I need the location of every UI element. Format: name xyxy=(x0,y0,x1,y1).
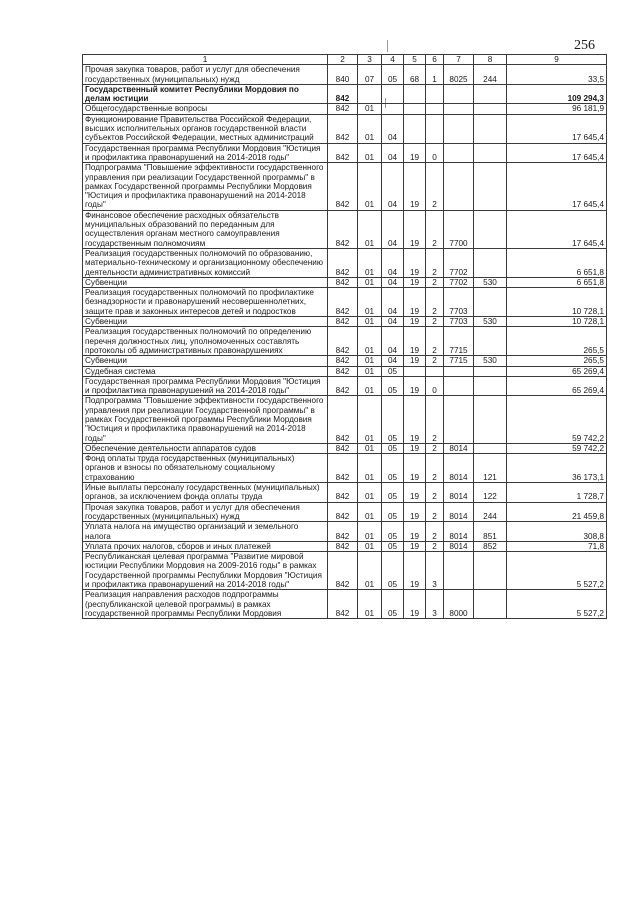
item-code-cell xyxy=(444,114,474,143)
subprogram-code-cell: 2 xyxy=(426,483,444,503)
scan-mark xyxy=(387,40,388,52)
subsection-code-cell: 04 xyxy=(382,248,404,277)
amount-cell: 17 645,4 xyxy=(507,114,607,143)
program-code-cell: 19 xyxy=(404,356,426,366)
row-name-cell: Фонд оплаты труда государственных (муниципальных) органов и взносы по обязательному социальному страхованию xyxy=(83,454,328,483)
table-row xyxy=(83,366,607,376)
item-code-cell: 8014 xyxy=(444,483,474,503)
chapter-code-cell: 01 xyxy=(358,502,382,522)
subsection-code-cell: 05 xyxy=(382,454,404,483)
table-row xyxy=(83,248,607,277)
row-name-cell: Уплата налога на имущество организаций и земельного налога xyxy=(83,522,328,542)
program-code-cell: 68 xyxy=(404,65,426,85)
program-code-cell: 19 xyxy=(404,163,426,210)
expense-type-cell xyxy=(474,396,507,443)
item-code-cell: 7715 xyxy=(444,356,474,366)
expense-type-cell: 530 xyxy=(474,277,507,287)
row-name-cell: Уплата прочих налогов, сборов и иных платежей xyxy=(83,541,328,551)
program-code-cell: 19 xyxy=(404,396,426,443)
row-name-cell: Прочая закупка товаров, работ и услуг для обеспечения государственных (муниципальных) нужд xyxy=(83,65,328,85)
chapter-code-cell: 01 xyxy=(358,366,382,376)
item-code-cell xyxy=(444,143,474,163)
program-code-cell: 19 xyxy=(404,443,426,453)
subsection-code-cell: 04 xyxy=(382,114,404,143)
section-code-cell: 842 xyxy=(328,84,358,104)
row-name-cell: Иные выплаты персоналу государственных (муниципальных) органов, за исключением фонда оплаты труда xyxy=(83,483,328,503)
section-code-cell: 842 xyxy=(328,552,358,590)
row-name-cell: Государственная программа Республики Мордовия "Юстиция и профилактика правонарушений на 2014-2018 годы" xyxy=(83,143,328,163)
chapter-code-cell: 01 xyxy=(358,552,382,590)
program-code-cell: 19 xyxy=(404,327,426,356)
expense-type-cell: 851 xyxy=(474,522,507,542)
table-row xyxy=(83,502,607,522)
table-row xyxy=(83,522,607,542)
table-row xyxy=(83,104,607,114)
chapter-code-cell: 01 xyxy=(358,483,382,503)
program-code-cell: 19 xyxy=(404,502,426,522)
expense-type-cell: 121 xyxy=(474,454,507,483)
subsection-code-cell: 05 xyxy=(382,483,404,503)
section-code-cell: 842 xyxy=(328,143,358,163)
subsection-code-cell: 04 xyxy=(382,327,404,356)
program-code-cell: 19 xyxy=(404,541,426,551)
item-code-cell: 7715 xyxy=(444,327,474,356)
program-code-cell: 19 xyxy=(404,483,426,503)
item-code-cell xyxy=(444,396,474,443)
program-code-cell: 19 xyxy=(404,552,426,590)
item-code-cell: 8014 xyxy=(444,541,474,551)
table-row xyxy=(83,277,607,287)
chapter-code-cell: 01 xyxy=(358,454,382,483)
program-code-cell xyxy=(404,114,426,143)
subprogram-code-cell: 2 xyxy=(426,277,444,287)
expense-type-cell xyxy=(474,590,507,619)
amount-cell: 6 651,8 xyxy=(507,248,607,277)
subsection-code-cell: 04 xyxy=(382,317,404,327)
expense-type-cell xyxy=(474,143,507,163)
amount-cell: 65 269,4 xyxy=(507,366,607,376)
row-name-cell: Судебная система xyxy=(83,366,328,376)
program-code-cell: 19 xyxy=(404,277,426,287)
item-code-cell: 7703 xyxy=(444,288,474,317)
expense-type-cell xyxy=(474,248,507,277)
section-code-cell: 842 xyxy=(328,327,358,356)
expense-type-cell xyxy=(474,443,507,453)
row-name-cell: Подпрограмма "Повышение эффективности государственного управления при реализации Государственной программы" в рамках Государственной программы Республики Мордовия "Юстиция и профилактика правонарушений на 2014-2018 годы" xyxy=(83,396,328,443)
program-code-cell xyxy=(404,104,426,114)
expense-type-cell xyxy=(474,163,507,210)
section-code-cell: 840 xyxy=(328,65,358,85)
item-code-cell xyxy=(444,552,474,590)
subprogram-code-cell: 2 xyxy=(426,454,444,483)
amount-cell: 5 527,2 xyxy=(507,552,607,590)
table-body xyxy=(83,65,607,619)
item-code-cell: 7700 xyxy=(444,210,474,248)
amount-cell: 96 181,9 xyxy=(507,104,607,114)
item-code-cell: 8025 xyxy=(444,65,474,85)
section-code-cell: 842 xyxy=(328,541,358,551)
subsection-code-cell xyxy=(382,104,404,114)
section-code-cell: 842 xyxy=(328,522,358,542)
expense-type-cell xyxy=(474,114,507,143)
row-name-cell: Реализация государственных полномочий по определению перечня должностных лиц, уполномоченных составлять протоколы об административных правонарушениях xyxy=(83,327,328,356)
expense-type-cell xyxy=(474,104,507,114)
subprogram-code-cell: 2 xyxy=(426,522,444,542)
amount-cell: 17 645,4 xyxy=(507,143,607,163)
row-name-cell: Реализация государственных полномочий по профилактике безнадзорности и правонарушений несовершеннолетних, защите прав и законных интересов детей и подростков xyxy=(83,288,328,317)
expense-type-cell xyxy=(474,210,507,248)
item-code-cell: 7702 xyxy=(444,277,474,287)
subprogram-code-cell xyxy=(426,84,444,104)
chapter-code-cell: 01 xyxy=(358,104,382,114)
row-name-cell: Подпрограмма "Повышение эффективности государственного управления при реализации Государственной программы" в рамках Государственной программы Республики Мордовия "Юстиция и профилактика правонарушений на 2014-2018 годы" xyxy=(83,163,328,210)
table-row xyxy=(83,210,607,248)
row-name-cell: Субвенции xyxy=(83,317,328,327)
column-header: 6 xyxy=(426,55,444,65)
subprogram-code-cell: 1 xyxy=(426,65,444,85)
amount-cell: 36 173,1 xyxy=(507,454,607,483)
subsection-code-cell: 05 xyxy=(382,443,404,453)
table-row xyxy=(83,443,607,453)
table-row xyxy=(83,454,607,483)
item-code-cell xyxy=(444,376,474,396)
item-code-cell: 8000 xyxy=(444,590,474,619)
row-name-cell: Общегосударственные вопросы xyxy=(83,104,328,114)
column-header: 2 xyxy=(328,55,358,65)
chapter-code-cell: 01 xyxy=(358,376,382,396)
expense-type-cell: 244 xyxy=(474,502,507,522)
row-name-cell: Субвенции xyxy=(83,356,328,366)
row-name-cell: Республиканская целевая программа "Развитие мировой юстиции Республики Мордовия на 2009-2016 годы" в рамках Государственной программы Республики Мордовия "Юстиция и профилактика правонарушений на 2014-2018 годы" xyxy=(83,552,328,590)
subsection-code-cell: 04 xyxy=(382,210,404,248)
item-code-cell xyxy=(444,104,474,114)
row-name-cell: Обеспечение деятельности аппаратов судов xyxy=(83,443,328,453)
section-code-cell: 842 xyxy=(328,366,358,376)
subsection-code-cell: 05 xyxy=(382,552,404,590)
subsection-code-cell: 05 xyxy=(382,502,404,522)
amount-cell: 10 728,1 xyxy=(507,288,607,317)
program-code-cell xyxy=(404,84,426,104)
subsection-code-cell: 04 xyxy=(382,288,404,317)
subprogram-code-cell: 2 xyxy=(426,502,444,522)
chapter-code-cell: 01 xyxy=(358,143,382,163)
program-code-cell: 19 xyxy=(404,454,426,483)
amount-cell: 21 459,8 xyxy=(507,502,607,522)
subprogram-code-cell xyxy=(426,114,444,143)
chapter-code-cell: 01 xyxy=(358,248,382,277)
row-name-cell: Реализация направления расходов подпрограммы (республиканской целевой программы) в рамках государственной программы Республики Мордовия xyxy=(83,590,328,619)
table-row xyxy=(83,590,607,619)
section-code-cell: 842 xyxy=(328,454,358,483)
table-row xyxy=(83,114,607,143)
item-code-cell: 8014 xyxy=(444,502,474,522)
section-code-cell: 842 xyxy=(328,590,358,619)
column-header: 5 xyxy=(404,55,426,65)
page-number: 256 xyxy=(574,38,595,53)
amount-cell: 33,5 xyxy=(507,65,607,85)
chapter-code-cell: 07 xyxy=(358,65,382,85)
section-code-cell: 842 xyxy=(328,104,358,114)
section-code-cell: 842 xyxy=(328,443,358,453)
table-row xyxy=(83,356,607,366)
row-name-cell: Субвенции xyxy=(83,277,328,287)
row-name-cell: Реализация государственных полномочий по образованию, материально-техническому и организационному обеспечению деятельности административных комиссий xyxy=(83,248,328,277)
program-code-cell: 19 xyxy=(404,143,426,163)
program-code-cell: 19 xyxy=(404,522,426,542)
subsection-code-cell: 04 xyxy=(382,143,404,163)
subprogram-code-cell xyxy=(426,104,444,114)
item-code-cell: 8014 xyxy=(444,443,474,453)
subsection-code-cell: 04 xyxy=(382,277,404,287)
section-code-cell: 842 xyxy=(328,317,358,327)
amount-cell: 1 728,7 xyxy=(507,483,607,503)
program-code-cell: 19 xyxy=(404,248,426,277)
table-row xyxy=(83,541,607,551)
table-row xyxy=(83,376,607,396)
chapter-code-cell: 01 xyxy=(358,317,382,327)
section-code-cell: 842 xyxy=(328,210,358,248)
subprogram-code-cell: 2 xyxy=(426,248,444,277)
item-code-cell: 7703 xyxy=(444,317,474,327)
subsection-code-cell: 05 xyxy=(382,366,404,376)
subsection-code-cell: 05 xyxy=(382,396,404,443)
row-name-cell: Государственный комитет Республики Мордовия по делам юстиции xyxy=(83,84,328,104)
subprogram-code-cell: 0 xyxy=(426,143,444,163)
table-row xyxy=(83,288,607,317)
expense-type-cell: 244 xyxy=(474,65,507,85)
chapter-code-cell: 01 xyxy=(358,590,382,619)
program-code-cell: 19 xyxy=(404,590,426,619)
subprogram-code-cell: 2 xyxy=(426,327,444,356)
program-code-cell xyxy=(404,366,426,376)
program-code-cell: 19 xyxy=(404,288,426,317)
table-row xyxy=(83,327,607,356)
section-code-cell: 842 xyxy=(328,376,358,396)
item-code-cell: 7702 xyxy=(444,248,474,277)
chapter-code-cell xyxy=(358,84,382,104)
item-code-cell: 8014 xyxy=(444,454,474,483)
subprogram-code-cell: 3 xyxy=(426,590,444,619)
amount-cell: 71,8 xyxy=(507,541,607,551)
subsection-code-cell: 05 xyxy=(382,590,404,619)
section-code-cell: 842 xyxy=(328,356,358,366)
amount-cell: 265,5 xyxy=(507,327,607,356)
subsection-code-cell xyxy=(382,84,404,104)
subprogram-code-cell: 2 xyxy=(426,210,444,248)
chapter-code-cell: 01 xyxy=(358,210,382,248)
expense-type-cell: 852 xyxy=(474,541,507,551)
subprogram-code-cell: 2 xyxy=(426,317,444,327)
subprogram-code-cell: 0 xyxy=(426,376,444,396)
table-row xyxy=(83,65,607,85)
table-row xyxy=(83,143,607,163)
section-code-cell: 842 xyxy=(328,502,358,522)
amount-cell: 109 294,3 xyxy=(507,84,607,104)
subsection-code-cell: 05 xyxy=(382,65,404,85)
amount-cell: 59 742,2 xyxy=(507,443,607,453)
row-name-cell: Финансовое обеспечение расходных обязательств муниципальных образований по переданным для осуществления органам местного самоуправления государственным полномочиям xyxy=(83,210,328,248)
section-code-cell: 842 xyxy=(328,288,358,317)
section-code-cell: 842 xyxy=(328,396,358,443)
subprogram-code-cell: 2 xyxy=(426,541,444,551)
column-header: 3 xyxy=(358,55,382,65)
chapter-code-cell: 01 xyxy=(358,288,382,317)
chapter-code-cell: 01 xyxy=(358,522,382,542)
section-code-cell: 842 xyxy=(328,114,358,143)
row-name-cell: Функционирование Правительства Российской Федерации, высших исполнительных органов государственной власти субъектов Российской Федерации, местных администраций xyxy=(83,114,328,143)
expense-type-cell xyxy=(474,366,507,376)
subsection-code-cell: 04 xyxy=(382,163,404,210)
amount-cell: 5 527,2 xyxy=(507,590,607,619)
subprogram-code-cell: 2 xyxy=(426,163,444,210)
expense-type-cell xyxy=(474,552,507,590)
program-code-cell: 19 xyxy=(404,317,426,327)
table-row xyxy=(83,483,607,503)
amount-cell: 59 742,2 xyxy=(507,396,607,443)
table-header-row xyxy=(83,55,607,65)
amount-cell: 17 645,4 xyxy=(507,163,607,210)
section-code-cell: 842 xyxy=(328,248,358,277)
chapter-code-cell: 01 xyxy=(358,163,382,210)
item-code-cell: 8014 xyxy=(444,522,474,542)
column-header: 1 xyxy=(83,55,328,65)
budget-table xyxy=(82,54,607,619)
amount-cell: 17 645,4 xyxy=(507,210,607,248)
subsection-code-cell: 05 xyxy=(382,376,404,396)
subprogram-code-cell: 2 xyxy=(426,443,444,453)
subprogram-code-cell xyxy=(426,366,444,376)
chapter-code-cell: 01 xyxy=(358,114,382,143)
expense-type-cell xyxy=(474,84,507,104)
program-code-cell: 19 xyxy=(404,210,426,248)
section-code-cell: 842 xyxy=(328,277,358,287)
section-code-cell: 842 xyxy=(328,483,358,503)
chapter-code-cell: 01 xyxy=(358,277,382,287)
section-code-cell: 842 xyxy=(328,163,358,210)
column-header: 9 xyxy=(507,55,607,65)
subprogram-code-cell: 3 xyxy=(426,552,444,590)
subprogram-code-cell: 2 xyxy=(426,396,444,443)
column-header: 7 xyxy=(444,55,474,65)
chapter-code-cell: 01 xyxy=(358,356,382,366)
chapter-code-cell: 01 xyxy=(358,443,382,453)
table-row xyxy=(83,163,607,210)
expense-type-cell xyxy=(474,376,507,396)
amount-cell: 65 269,4 xyxy=(507,376,607,396)
chapter-code-cell: 01 xyxy=(358,541,382,551)
row-name-cell: Государственная программа Республики Мордовия "Юстиция и профилактика правонарушений на 2014-2018 годы" xyxy=(83,376,328,396)
amount-cell: 6 651,8 xyxy=(507,277,607,287)
amount-cell: 265,5 xyxy=(507,356,607,366)
expense-type-cell xyxy=(474,327,507,356)
subsection-code-cell: 05 xyxy=(382,522,404,542)
item-code-cell xyxy=(444,84,474,104)
subsection-code-cell: 04 xyxy=(382,356,404,366)
subprogram-code-cell: 2 xyxy=(426,288,444,317)
expense-type-cell: 122 xyxy=(474,483,507,503)
item-code-cell xyxy=(444,163,474,210)
chapter-code-cell: 01 xyxy=(358,396,382,443)
table-row xyxy=(83,396,607,443)
subsection-code-cell: 05 xyxy=(382,541,404,551)
amount-cell: 10 728,1 xyxy=(507,317,607,327)
column-header: 8 xyxy=(474,55,507,65)
table-row xyxy=(83,317,607,327)
table-row xyxy=(83,84,607,104)
column-header: 4 xyxy=(382,55,404,65)
expense-type-cell: 530 xyxy=(474,317,507,327)
row-name-cell: Прочая закупка товаров, работ и услуг для обеспечения государственных (муниципальных) нужд xyxy=(83,502,328,522)
amount-cell: 308,8 xyxy=(507,522,607,542)
expense-type-cell xyxy=(474,288,507,317)
program-code-cell: 19 xyxy=(404,376,426,396)
chapter-code-cell: 01 xyxy=(358,327,382,356)
expense-type-cell: 530 xyxy=(474,356,507,366)
subprogram-code-cell: 2 xyxy=(426,356,444,366)
item-code-cell xyxy=(444,366,474,376)
table-row xyxy=(83,552,607,590)
